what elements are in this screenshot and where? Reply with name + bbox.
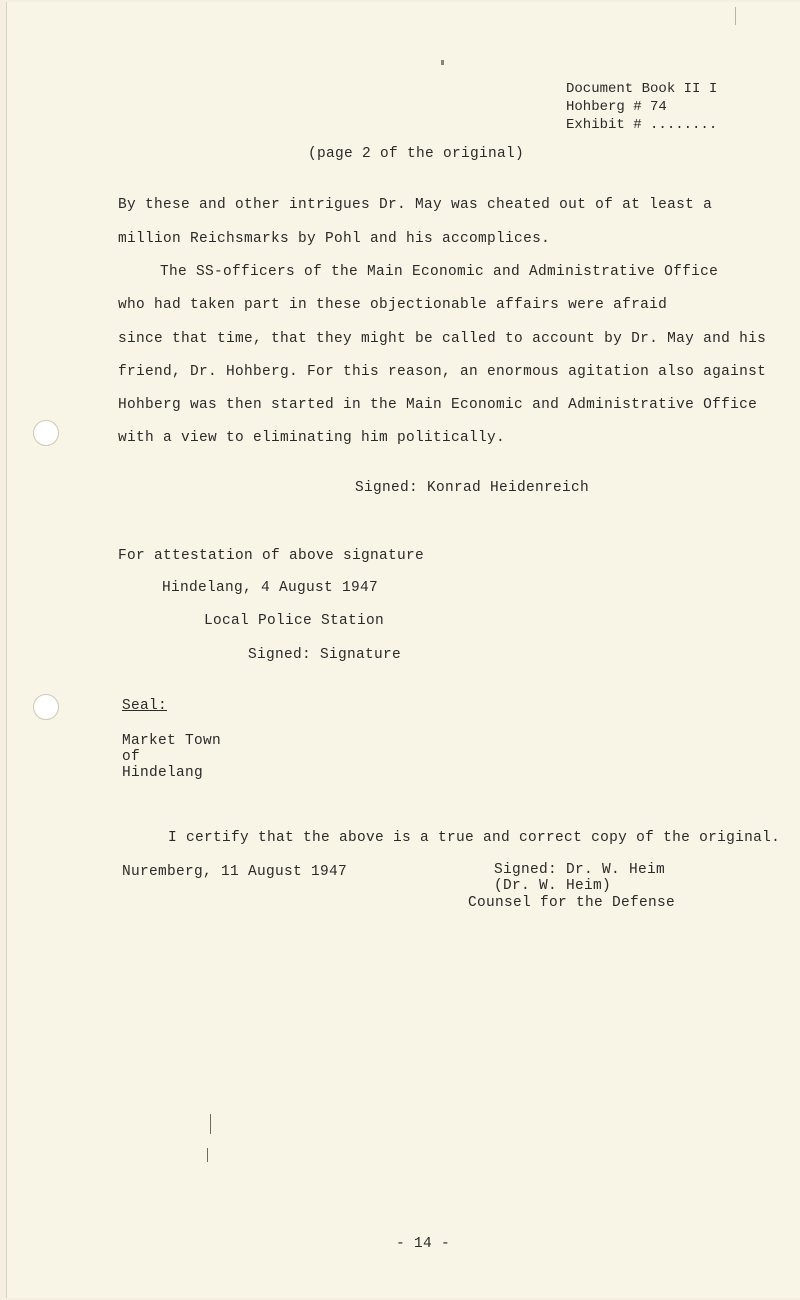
hohberg-label: Hohberg # 74 [566,99,667,115]
signature-line: Signed: Dr. W. Heim [494,862,666,878]
signature-title: Counsel for the Defense [468,895,676,911]
paragraph-line: with a view to eliminating him politically. [118,430,506,446]
page-note: (page 2 of the original) [308,146,525,162]
seal-line: Market Town [122,733,222,749]
attestation-signed: Signed: Signature [248,647,402,663]
paragraph-line: friend, Dr. Hohberg. For this reason, an enormous agitation also against [118,364,767,380]
exhibit-label: Exhibit # ........ [566,117,718,133]
attestation-line: For attestation of above signature [118,548,425,564]
page-number: - 14 - [396,1236,451,1252]
attestation-station: Local Police Station [204,613,385,629]
certification-statement: I certify that the above is a true and correct copy of the original. [168,830,781,846]
signature-heidenreich: Signed: Konrad Heidenreich [355,480,590,496]
paragraph-line: who had taken part in these objectionable affairs were afraid [118,297,668,313]
document-reference [566,80,717,134]
ink-speck [210,1114,211,1134]
attestation-place-date: Hindelang, 4 August 1947 [162,580,379,596]
ink-speck [735,7,736,25]
ink-speck [207,1148,208,1162]
seal-label: Seal: [122,698,168,714]
paragraph-line: million Reichsmarks by Pohl and his accomplices. [118,231,551,247]
doc-book-label: Document Book II I [566,81,718,97]
seal-line: Hindelang [122,765,204,781]
paragraph-line: By these and other intrigues Dr. May was cheated out of at least a [118,197,713,213]
paragraph-line: The SS-officers of the Main Economic and Administrative Office [160,264,719,280]
punch-hole [33,694,59,720]
place-date: Nuremberg, 11 August 1947 [122,864,348,880]
paragraph-line: Hohberg was then started in the Main Economic and Administrative Office [118,397,758,413]
paragraph-line: since that time, that they might be called to account by Dr. May and his [118,331,767,347]
signature-name: (Dr. W. Heim) [494,878,612,894]
ink-speck [441,60,444,65]
seal-line: of [122,749,141,765]
punch-hole [33,420,59,446]
